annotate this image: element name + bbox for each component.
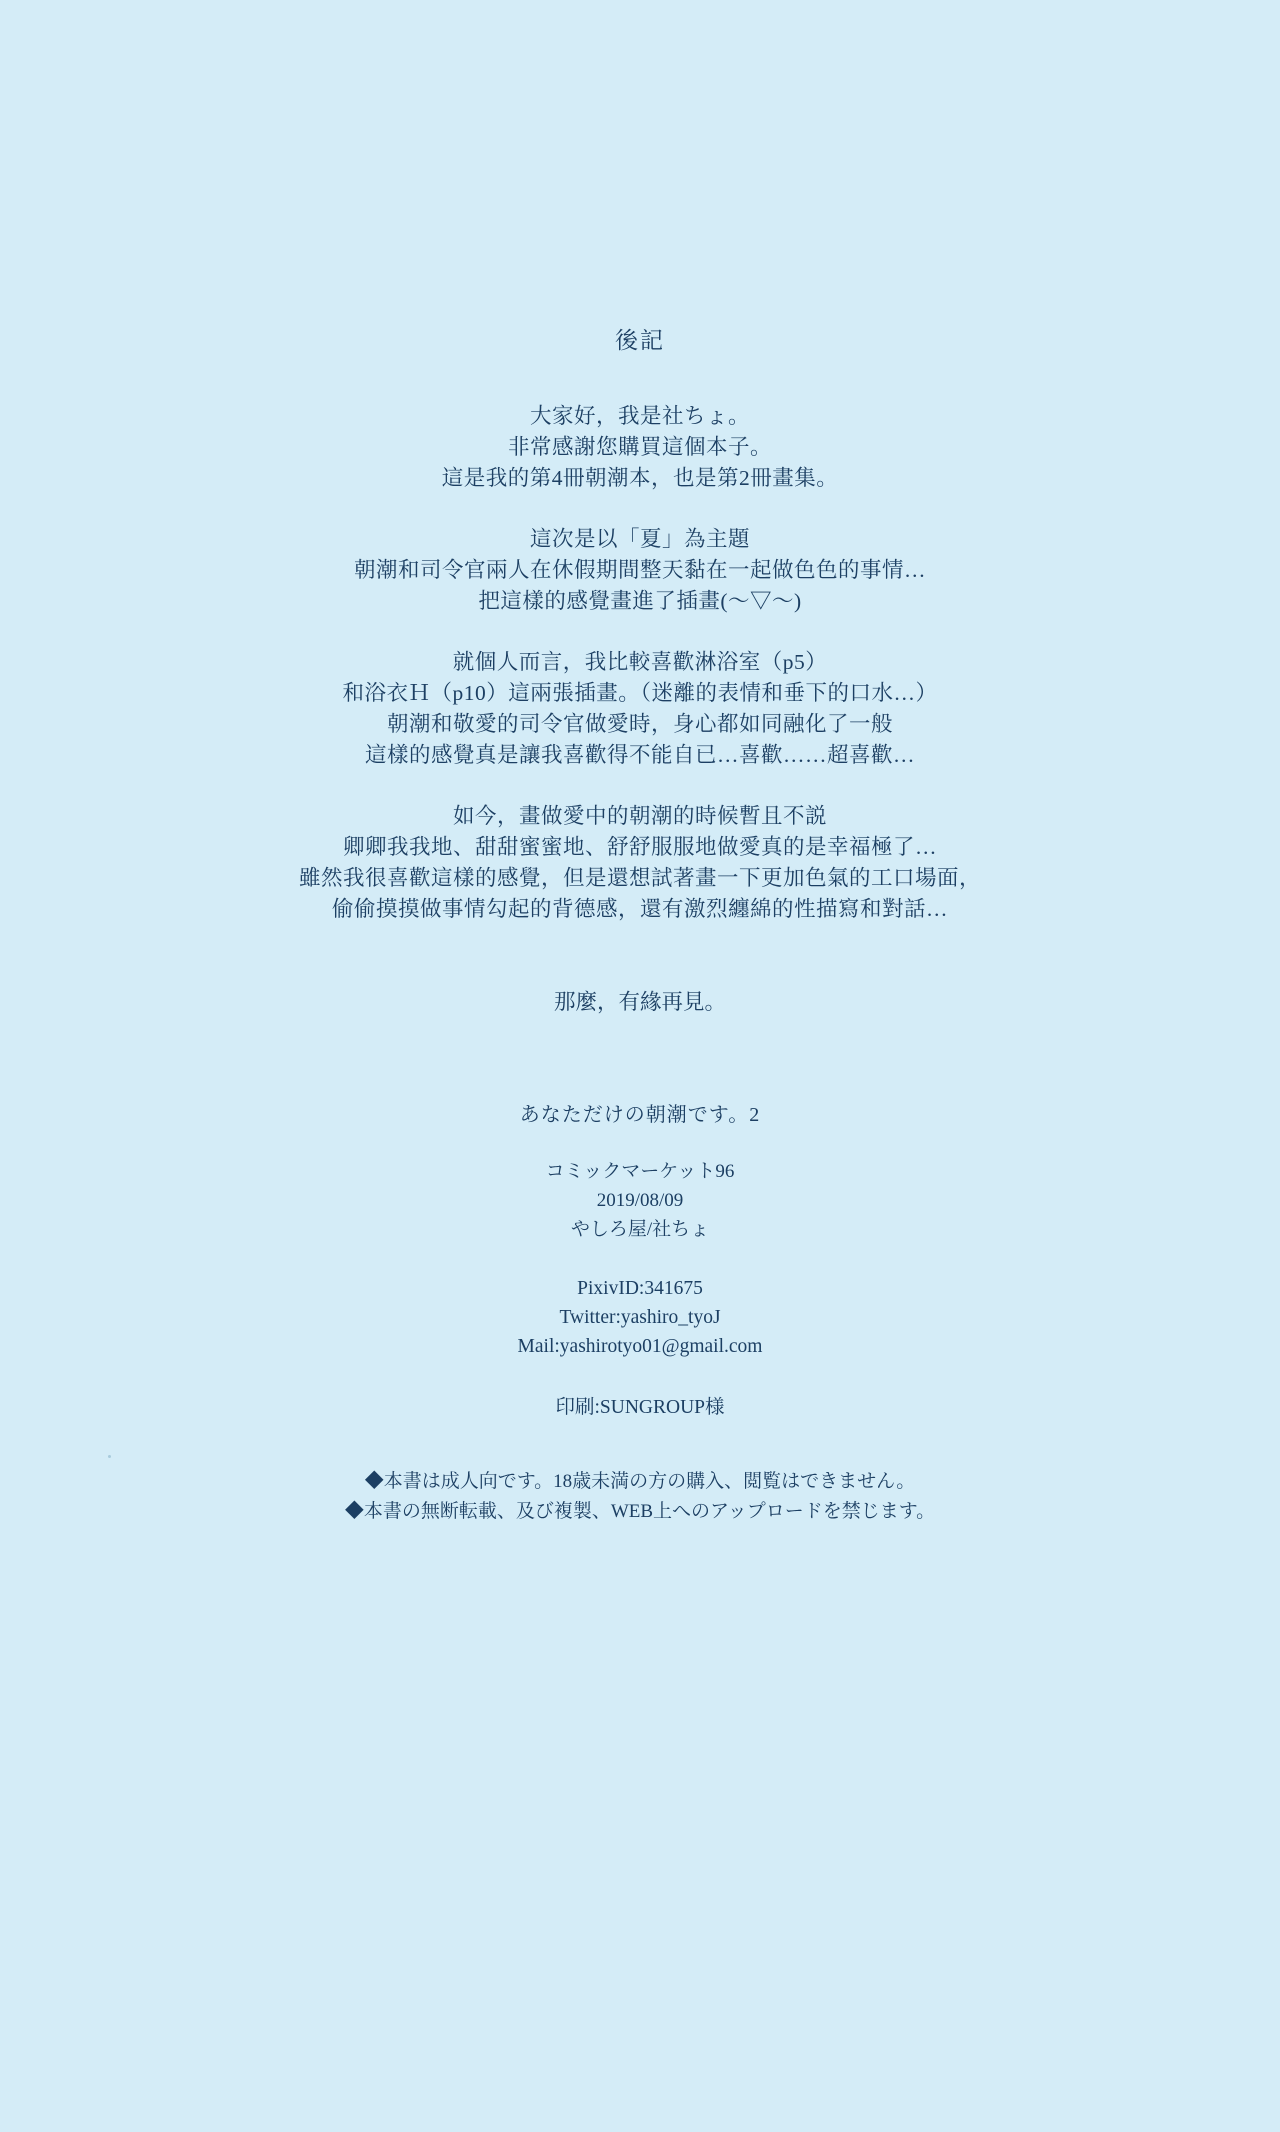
notice-reproduction-ban: ◆本書の無断転載、及び複製、WEB上へのアップロードを禁じます。 [344, 1501, 936, 1522]
contact-block [0, 1274, 1280, 1361]
notice-age-restriction: ◆本書は成人向です。18歳未満の方の購入、閲覧はできません。 [364, 1471, 916, 1492]
spacer [0, 1080, 1280, 1098]
colophon-circle: やしろ屋/社ちょ [570, 1219, 710, 1240]
book-title: あなただけの朝潮です。2 [519, 1104, 761, 1126]
afterword-line: 非常感謝您購買這個本子。 [507, 435, 772, 459]
spacer [0, 1419, 1280, 1449]
afterword-paragraph-2 [0, 524, 1280, 617]
spacer [0, 355, 1280, 401]
printer-credit: 印刷:SUNGROUP様 [555, 1397, 725, 1418]
spacer [0, 1449, 1280, 1467]
spacer [0, 1361, 1280, 1391]
afterword-line: 朝潮和敬愛的司令官做愛時，身心都如同融化了一般 [386, 712, 893, 736]
spacer [0, 617, 1280, 647]
legal-notices [0, 1467, 1280, 1527]
spacer [0, 1018, 1280, 1080]
colophon-block [0, 1157, 1280, 1244]
afterword-line: 偷偷摸摸做事情勾起的背德感，還有激烈纏綿的性描寫和對話… [331, 897, 948, 921]
colophon-event: コミックマーケット96 [545, 1161, 735, 1182]
afterword-line: 雖然我很喜歡這樣的感覺，但是還想試著畫一下更加色氣的工口場面， [298, 866, 981, 890]
afterword-line: 把這樣的感覺畫進了插畫(〜▽〜) [478, 589, 802, 613]
afterword-page [0, 322, 1280, 2132]
spacer [0, 925, 1280, 987]
afterword-paragraph-1 [0, 401, 1280, 494]
spacer [0, 494, 1280, 524]
contact-twitter: Twitter:yashiro_tyoJ [559, 1307, 721, 1328]
afterword-line: 卿卿我我地、甜甜蜜蜜地、舒舒服服地做愛真的是幸福極了… [342, 835, 937, 859]
afterword-line: 朝潮和司令官兩人在休假期間整天黏在一起做色色的事情… [353, 558, 926, 582]
afterword-line: 這是我的第4冊朝潮本，也是第2冊畫集。 [441, 466, 839, 490]
afterword-line: 如今，畫做愛中的朝潮的時候暫且不説 [452, 804, 827, 828]
paper-speck [108, 1455, 111, 1458]
contact-mail: Mail:yashirotyo01@gmail.com [517, 1336, 763, 1357]
afterword-line: 就個人而言，我比較喜歡淋浴室（p5） [452, 650, 828, 674]
afterword-paragraph-4 [0, 801, 1280, 925]
afterword-line: 大家好，我是社ちょ。 [529, 404, 750, 428]
afterword-line: 這樣的感覺真是讓我喜歡得不能自已…喜歡……超喜歡… [364, 743, 915, 767]
afterword-paragraph-3 [0, 647, 1280, 771]
spacer [0, 1127, 1280, 1157]
contact-pixiv: PixivID:341675 [577, 1278, 703, 1299]
afterword-line: 這次是以「夏」為主題 [529, 527, 750, 551]
page-title: 後記 [615, 328, 665, 353]
spacer [0, 771, 1280, 801]
afterword-closing: 那麼，有緣再見。 [553, 990, 726, 1014]
colophon-date: 2019/08/09 [596, 1190, 684, 1211]
spacer [0, 1244, 1280, 1274]
afterword-line: 和浴衣Ｈ（p10）這兩張插畫。（迷離的表情和垂下的口水…） [342, 681, 938, 705]
